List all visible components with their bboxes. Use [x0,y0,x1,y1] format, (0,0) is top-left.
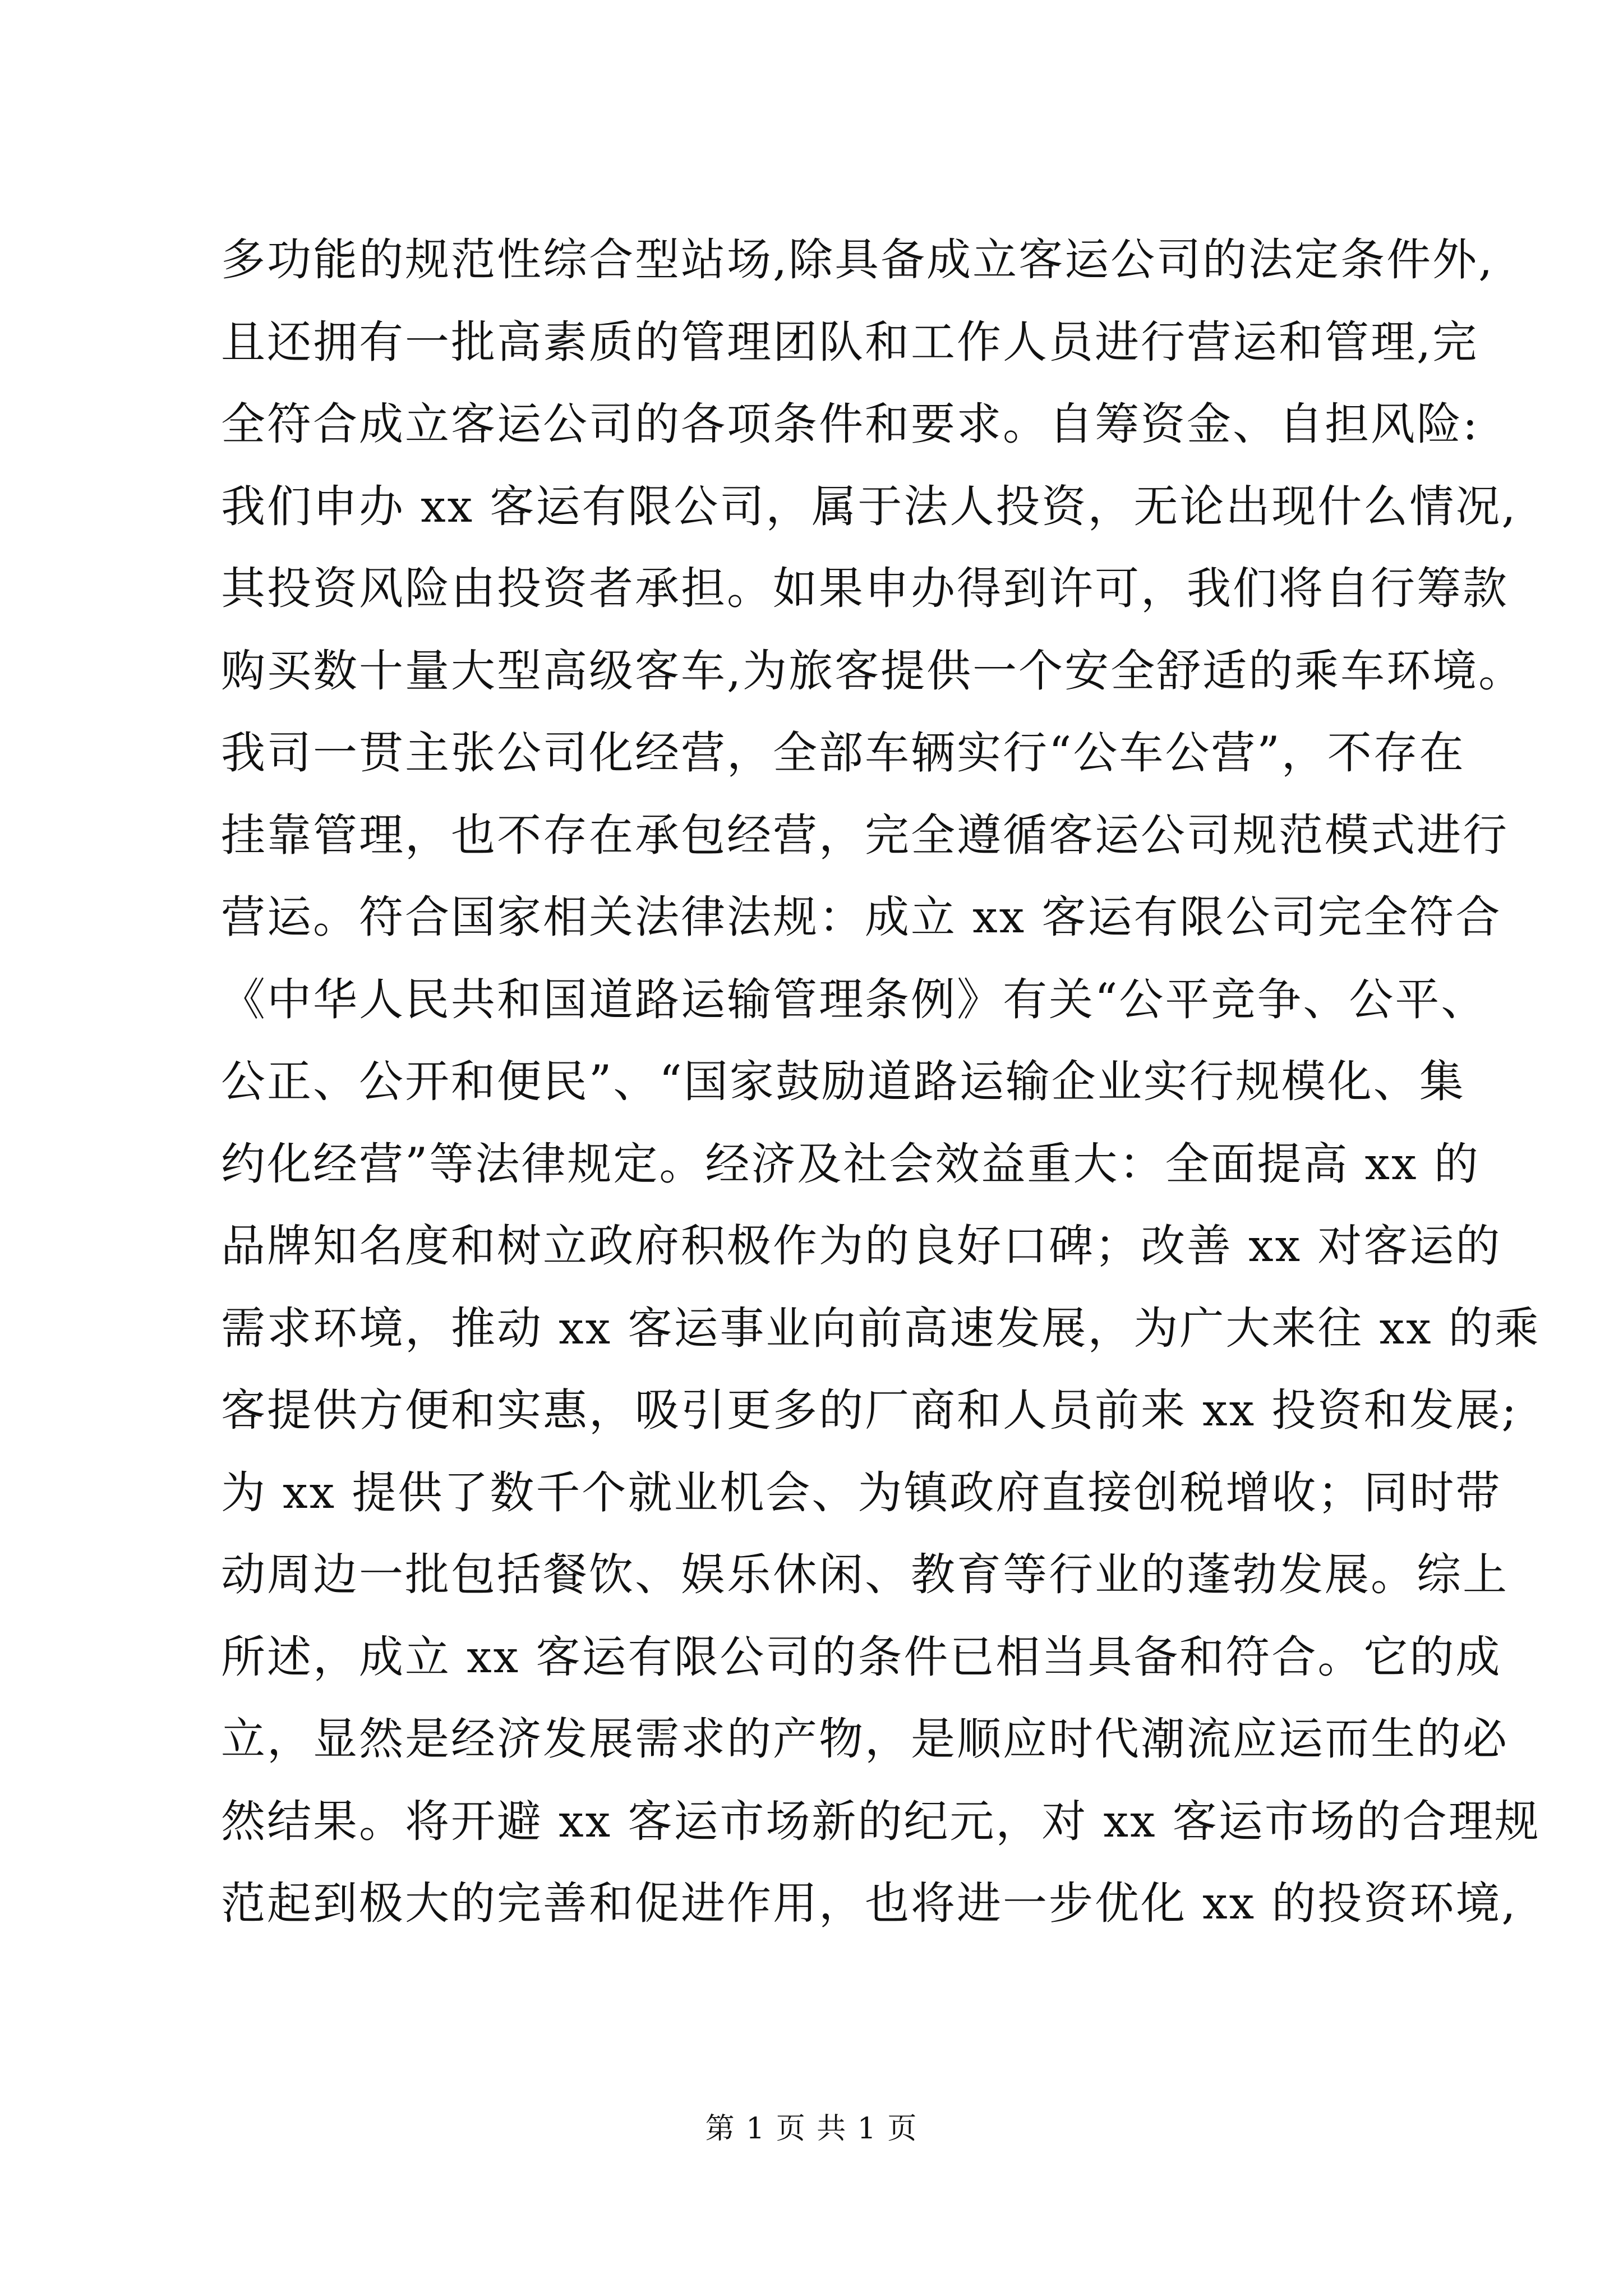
text-line: 品牌知名度和树立政府积极作为的良好口碑；改善 xx 对客运的 [221,1220,1502,1272]
text-line: 需求环境，推动 xx 客运事业向前高速发展，为广大来往 xx 的乘 [221,1302,1541,1354]
text-line: 公正、公开和便民”、“国家鼓励道路运输企业实行规模化、集 [221,1056,1465,1107]
text-line: 多功能的规范性综合型站场,除具备成立客运公司的法定条件外, [221,234,1495,286]
text-line: 我司一贯主张公司化经营，全部车辆实行“公车公营”，不存在 [221,727,1465,779]
text-line: 约化经营”等法律规定。经济及社会效益重大：全面提高 xx 的 [221,1138,1480,1190]
text-line: 所述，成立 xx 客运有限公司的条件已相当具备和符合。它的成 [221,1631,1502,1683]
page-number-label: 第 1 页 共 1 页 [705,2112,918,2146]
text-line: 购买数十量大型高级客车,为旅客提供一个安全舒适的乘车环境。 [221,645,1525,697]
text-line: 范起到极大的完善和促进作用，也将进一步优化 xx 的投资环境, [221,1878,1518,1929]
text-line: 我们申办 xx 客运有限公司，属于法人投资，无论出现什么情况, [221,480,1518,532]
text-line: 其投资风险由投资者承担。如果申办得到许可，我们将自行筹款 [221,563,1509,614]
text-line: 客提供方便和实惠，吸引更多的厂商和人员前来 xx 投资和发展; [221,1384,1518,1436]
page-footer [0,2109,1623,2148]
text-line: 动周边一批包括餐饮、娱乐休闲、教育等行业的蓬勃发展。综上 [221,1549,1509,1600]
text-line: 为 xx 提供了数千个就业机会、为镇政府直接创税增收；同时带 [221,1466,1502,1519]
text-line: 《中华人民共和国道路运输管理条例》有关“公平竞争、公平、 [221,973,1487,1025]
text-line: 挂靠管理，也不存在承包经营，完全遵循客运公司规范模式进行 [221,809,1509,861]
text-line: 全符合成立客运公司的各项条件和要求。自筹资金、自担风险: [221,398,1479,450]
text-line: 营运。符合国家相关法律法规：成立 xx 客运有限公司完全符合 [221,891,1502,943]
text-line: 然结果。将开避 xx 客运市场新的纪元，对 xx 客运市场的合理规 [221,1795,1541,1847]
text-line: 立，显然是经济发展需求的产物，是顺应时代潮流应运而生的必 [221,1713,1509,1765]
body-text [221,219,1541,1945]
text-line: 且还拥有一批高素质的管理团队和工作人员进行营运和管理,完 [221,316,1479,368]
